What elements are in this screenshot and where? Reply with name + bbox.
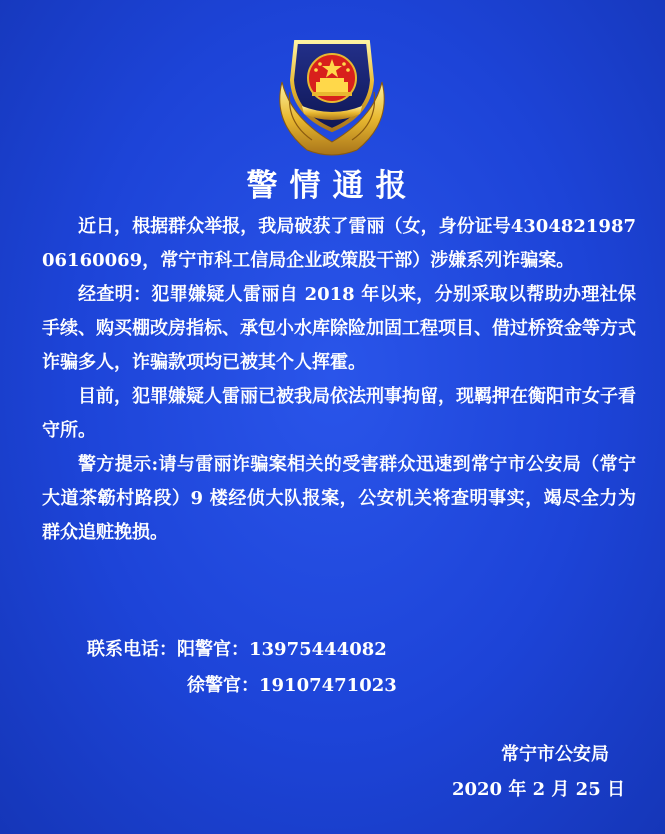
paragraph-findings: 经查明：犯罪嫌疑人雷丽自 2018 年以来，分别采取以帮助办理社保手续、购买棚改房指标、承包小水库除险加固工程项目、借过桥资金等方式诈骗多人，诈骗款项均已被其个人挥霍。 bbox=[42, 284, 636, 373]
notice-body bbox=[42, 210, 636, 550]
officer-2-phone: 19107471023 bbox=[259, 675, 397, 696]
signature-org: 常宁市公安局 bbox=[501, 744, 609, 765]
notice-title: 警情通报 bbox=[246, 168, 419, 204]
officer-1-label: 阳警官： bbox=[177, 639, 249, 660]
contact-line-2 bbox=[187, 671, 397, 697]
contact-line-1 bbox=[87, 635, 387, 661]
officer-2-label: 徐警官： bbox=[187, 675, 259, 696]
officer-1-phone: 13975444082 bbox=[249, 639, 387, 660]
police-emblem-icon bbox=[262, 22, 402, 162]
paragraph-police-tip: 警方提示:请与雷丽诈骗案相关的受害群众迅速到常宁市公安局（常宁大道茶簕村路段）9 楼经侦大队报案，公安机关将查明事实，竭尽全力为群众追赃挽损。 bbox=[42, 454, 636, 543]
signature-date: 2020 年 2 月 25 日 bbox=[451, 779, 625, 800]
contact-label: 联系电话： bbox=[87, 639, 177, 660]
paragraph-intro: 近日，根据群众举报，我局破获了雷丽（女，身份证号430482198706160069，常宁市科工信局企业政策股干部）涉嫌系列诈骗案。 bbox=[42, 216, 636, 271]
paragraph-status: 目前，犯罪嫌疑人雷丽已被我局依法刑事拘留，现羁押在衡阳市女子看守所。 bbox=[42, 386, 636, 441]
